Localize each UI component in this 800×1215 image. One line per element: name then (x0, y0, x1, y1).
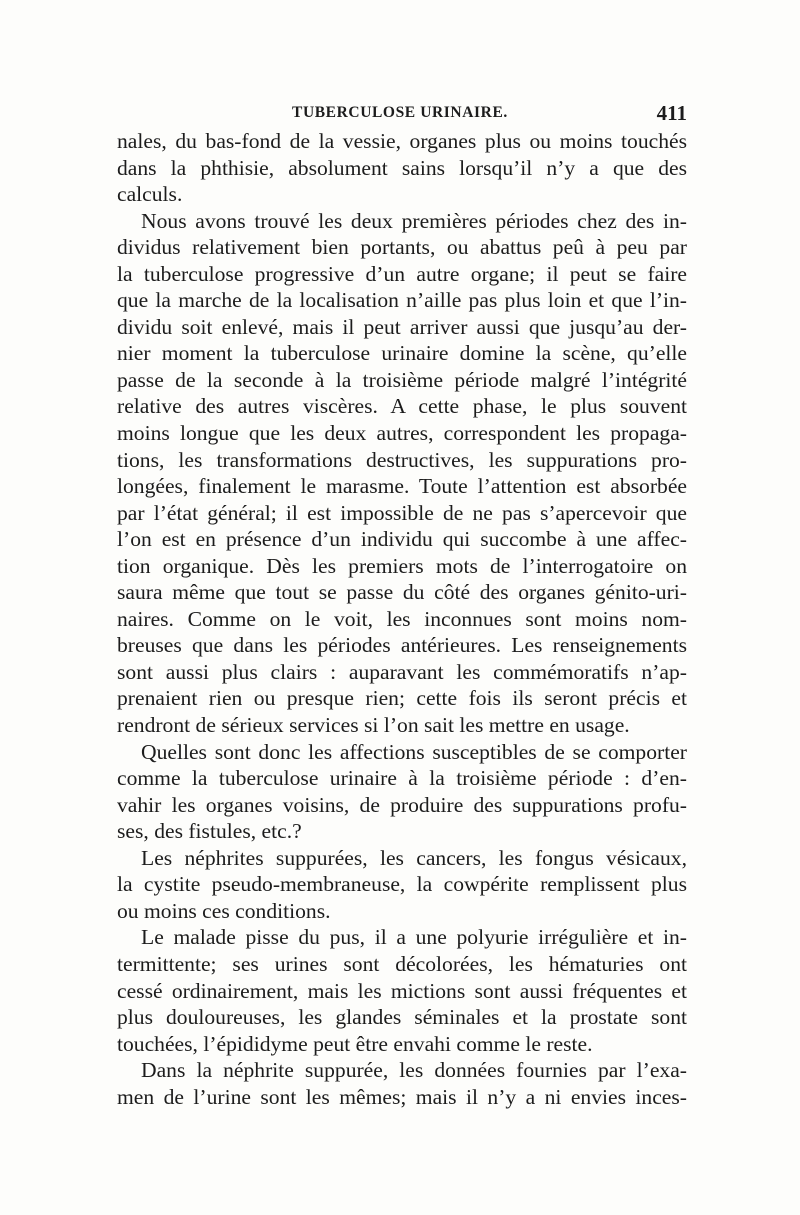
text-line: moins longue que les deux autres, correspondent les propaga- (117, 421, 687, 446)
text-line: ses, des fistules, etc.? (117, 819, 302, 844)
text-line: nier moment la tuberculose urinaire domine la scène, qu’elle (117, 341, 687, 366)
text-line: comme la tuberculose urinaire à la troisième période : d’en- (117, 766, 687, 791)
text-line: breuses que dans les périodes antérieures. Les renseignements (117, 633, 687, 658)
text-line: par l’état général; il est impossible de ne pas s’apercevoir que (117, 500, 687, 525)
text-line: tions, les transformations destructives, les suppurations pro- (117, 447, 687, 472)
body-text (117, 128, 687, 1110)
text-line: que la marche de la localisation n’aille pas plus loin et que l’in- (117, 288, 687, 313)
text-line: rendront de sérieux services si l’on sait les mettre en usage. (117, 713, 630, 738)
text-line: naires. Comme on le voit, les inconnues sont moins nom- (117, 606, 687, 631)
text-line: longées, finalement le marasme. Toute l’attention est absorbée (117, 474, 687, 499)
text-line: prenaient rien ou presque rien; cette fois ils seront précis et (117, 686, 687, 711)
text-line: sont aussi plus clairs : auparavant les commémoratifs n’ap- (117, 659, 687, 684)
text-line: passe de la seconde à la troisième période malgré l’intégrité (117, 367, 687, 392)
text-line: Nous avons trouvé les deux premières périodes chez des in- (141, 208, 687, 233)
text-line: ou moins ces conditions. (117, 898, 331, 923)
page-number: 411 (656, 101, 687, 125)
text-line: cessé ordinairement, mais les mictions sont aussi fréquentes et (117, 978, 687, 1003)
text-line: dans la phthisie, absolument sains lorsqu’il n’y a que des (117, 155, 687, 180)
running-title: TUBERCULOSE URINAIRE. (292, 104, 508, 121)
text-line: termittente; ses urines sont décolorées, les hématuries ont (117, 951, 687, 976)
text-line: Le malade pisse du pus, il a une polyurie irrégulière et in- (141, 925, 687, 950)
text-line: saura même que tout se passe du côté des organes génito-uri- (117, 580, 687, 605)
text-line: touchées, l’épididyme peut être envahi comme le reste. (117, 1031, 593, 1056)
text-line: men de l’urine sont les mêmes; mais il n’y a ni envies inces- (117, 1084, 687, 1109)
text-line: vahir les organes voisins, de produire des suppurations profu- (117, 792, 687, 817)
text-line: Les néphrites suppurées, les cancers, les fongus vésicaux, (141, 845, 687, 870)
text-line: Dans la néphrite suppurée, les données fournies par l’exa- (141, 1058, 687, 1083)
text-line: Quelles sont donc les affections susceptibles de se comporter (141, 739, 687, 764)
text-line: dividu soit enlevé, mais il peut arriver aussi que jusqu’au der- (117, 314, 687, 339)
text-line: nales, du bas-fond de la vessie, organes plus ou moins touchés (117, 129, 687, 153)
text-line: relative des autres viscères. A cette phase, le plus souvent (117, 394, 687, 419)
text-line: plus douloureuses, les glandes séminales et la prostate sont (117, 1005, 687, 1030)
running-header (117, 100, 687, 128)
text-line: la tuberculose progressive d’un autre organe; il peut se faire (117, 261, 687, 286)
text-line: dividus relativement bien portants, ou abattus peû à peu par (117, 235, 687, 260)
text-line: tion organique. Dès les premiers mots de l’interrogatoire on (117, 553, 687, 578)
text-line: l’on est en présence d’un individu qui succombe à une affec- (117, 527, 687, 552)
text-line: la cystite pseudo-membraneuse, la cowpérite remplissent plus (117, 872, 687, 897)
text-line: calculs. (117, 182, 183, 207)
